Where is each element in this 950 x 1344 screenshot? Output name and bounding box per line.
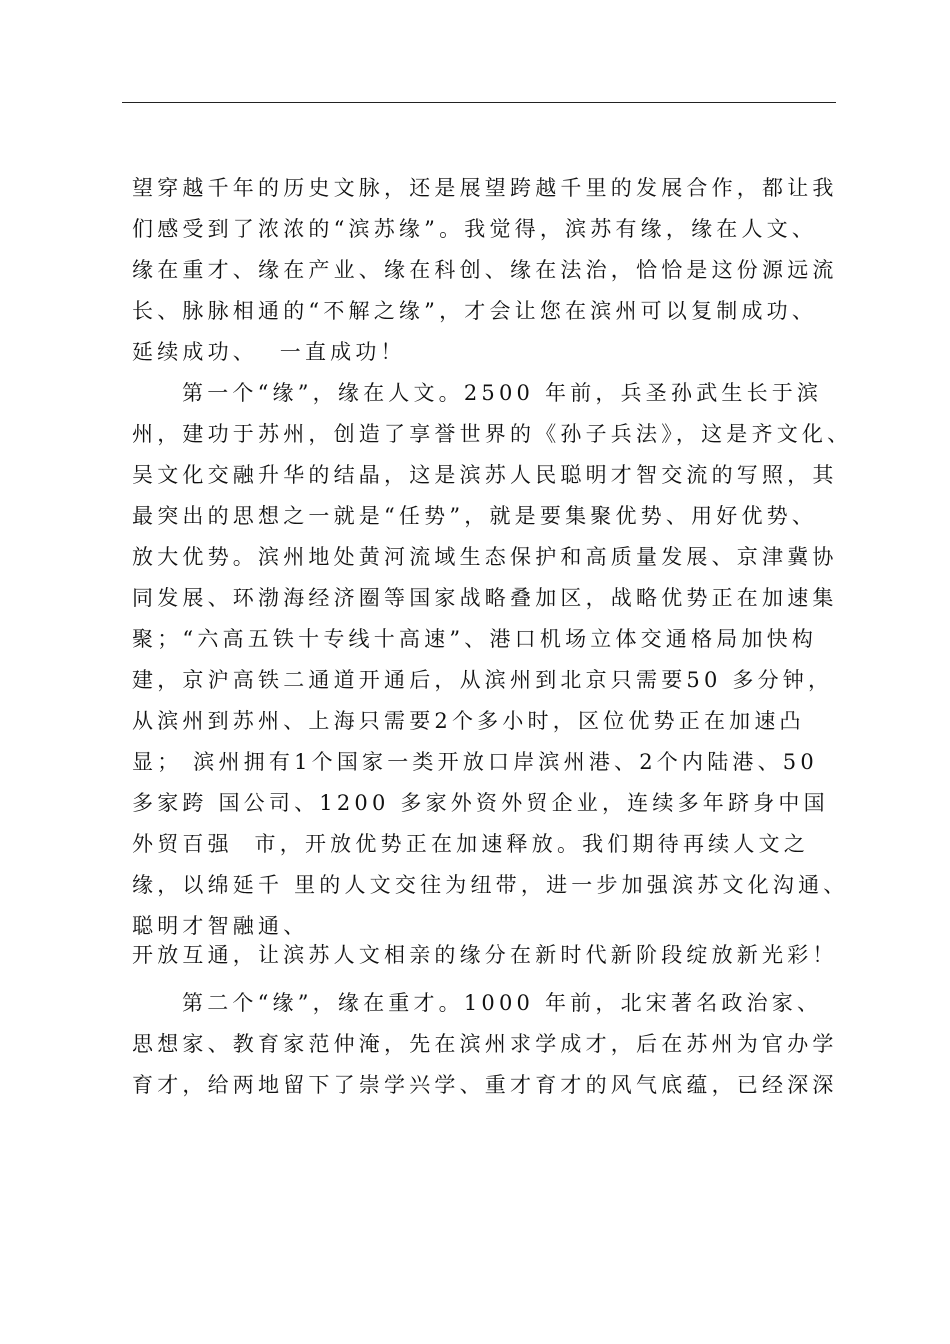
text-line: 缘，以绵延千 里的人文交往为纽带，进一步加强滨苏文化沟通、 <box>132 873 849 897</box>
text-line: 显； 滨州拥有1个国家一类开放口岸滨州港、2个内陆港、50 <box>132 750 818 774</box>
text-line: 开放互通，让滨苏人文相亲的缘分在新时代新阶段绽放新光彩！ <box>132 943 838 967</box>
text-line: 望穿越千年的历史文脉，还是展望跨越千里的发展合作，都让我 <box>132 176 838 200</box>
text-line: 长、脉脉相通的“不解之缘”，才会让您在滨州可以复制成功、 <box>132 299 818 323</box>
text-line: 聪明才智融通、 <box>132 914 309 938</box>
text-line: 放大优势。滨州地处黄河流域生态保护和高质量发展、京津冀协 <box>132 545 838 569</box>
text-line: 州，建功于苏州，创造了享誉世界的《孙子兵法》，这是齐文化、 <box>132 422 853 446</box>
text-line: 思想家、教育家范仲淹，先在滨州求学成才，后在苏州为官办学 <box>132 1032 838 1056</box>
text-line: 育才，给两地留下了崇学兴学、重才育才的风气底蕴，已经深深 <box>132 1073 838 1097</box>
text-line: 从滨州到苏州、上海只需要2个多小时，区位优势正在加速凸 <box>132 709 805 733</box>
text-line: 多家跨 国公司、1200 多家外资外贸企业，连续多年跻身中国 <box>132 791 829 815</box>
paragraph-first-line: 第一个“缘”，缘在人文。2500 年前，兵圣孙武生长于滨 <box>182 381 823 405</box>
text-line: 外贸百强 市，开放优势正在加速释放。我们期待再续人文之 <box>132 832 809 856</box>
text-line: 吴文化交融升华的结晶，这是滨苏人民聪明才智交流的写照，其 <box>132 463 838 487</box>
text-line: 聚；“六高五铁十专线十高速”、港口机场立体交通格局加快构 <box>132 627 818 651</box>
text-line: 最突出的思想之一就是“任势”，就是要集聚优势、用好优势、 <box>132 504 818 528</box>
text-line: 缘在重才、缘在产业、缘在科创、缘在法治，恰恰是这份源远流 <box>132 258 838 282</box>
paragraph-first-line: 第二个“缘”，缘在重才。1000 年前，北宋著名政治家、 <box>182 991 823 1015</box>
text-line: 建，京沪高铁二通道开通后，从滨州到北京只需要50 多分钟， <box>132 668 834 692</box>
text-line: 延续成功、 一直成功！ <box>132 340 406 364</box>
text-line: 们感受到了浓浓的“滨苏缘”。我觉得，滨苏有缘，缘在人文、 <box>132 217 818 241</box>
text-line: 同发展、环渤海经济圈等国家战略叠加区，战略优势正在加速集 <box>132 586 838 610</box>
